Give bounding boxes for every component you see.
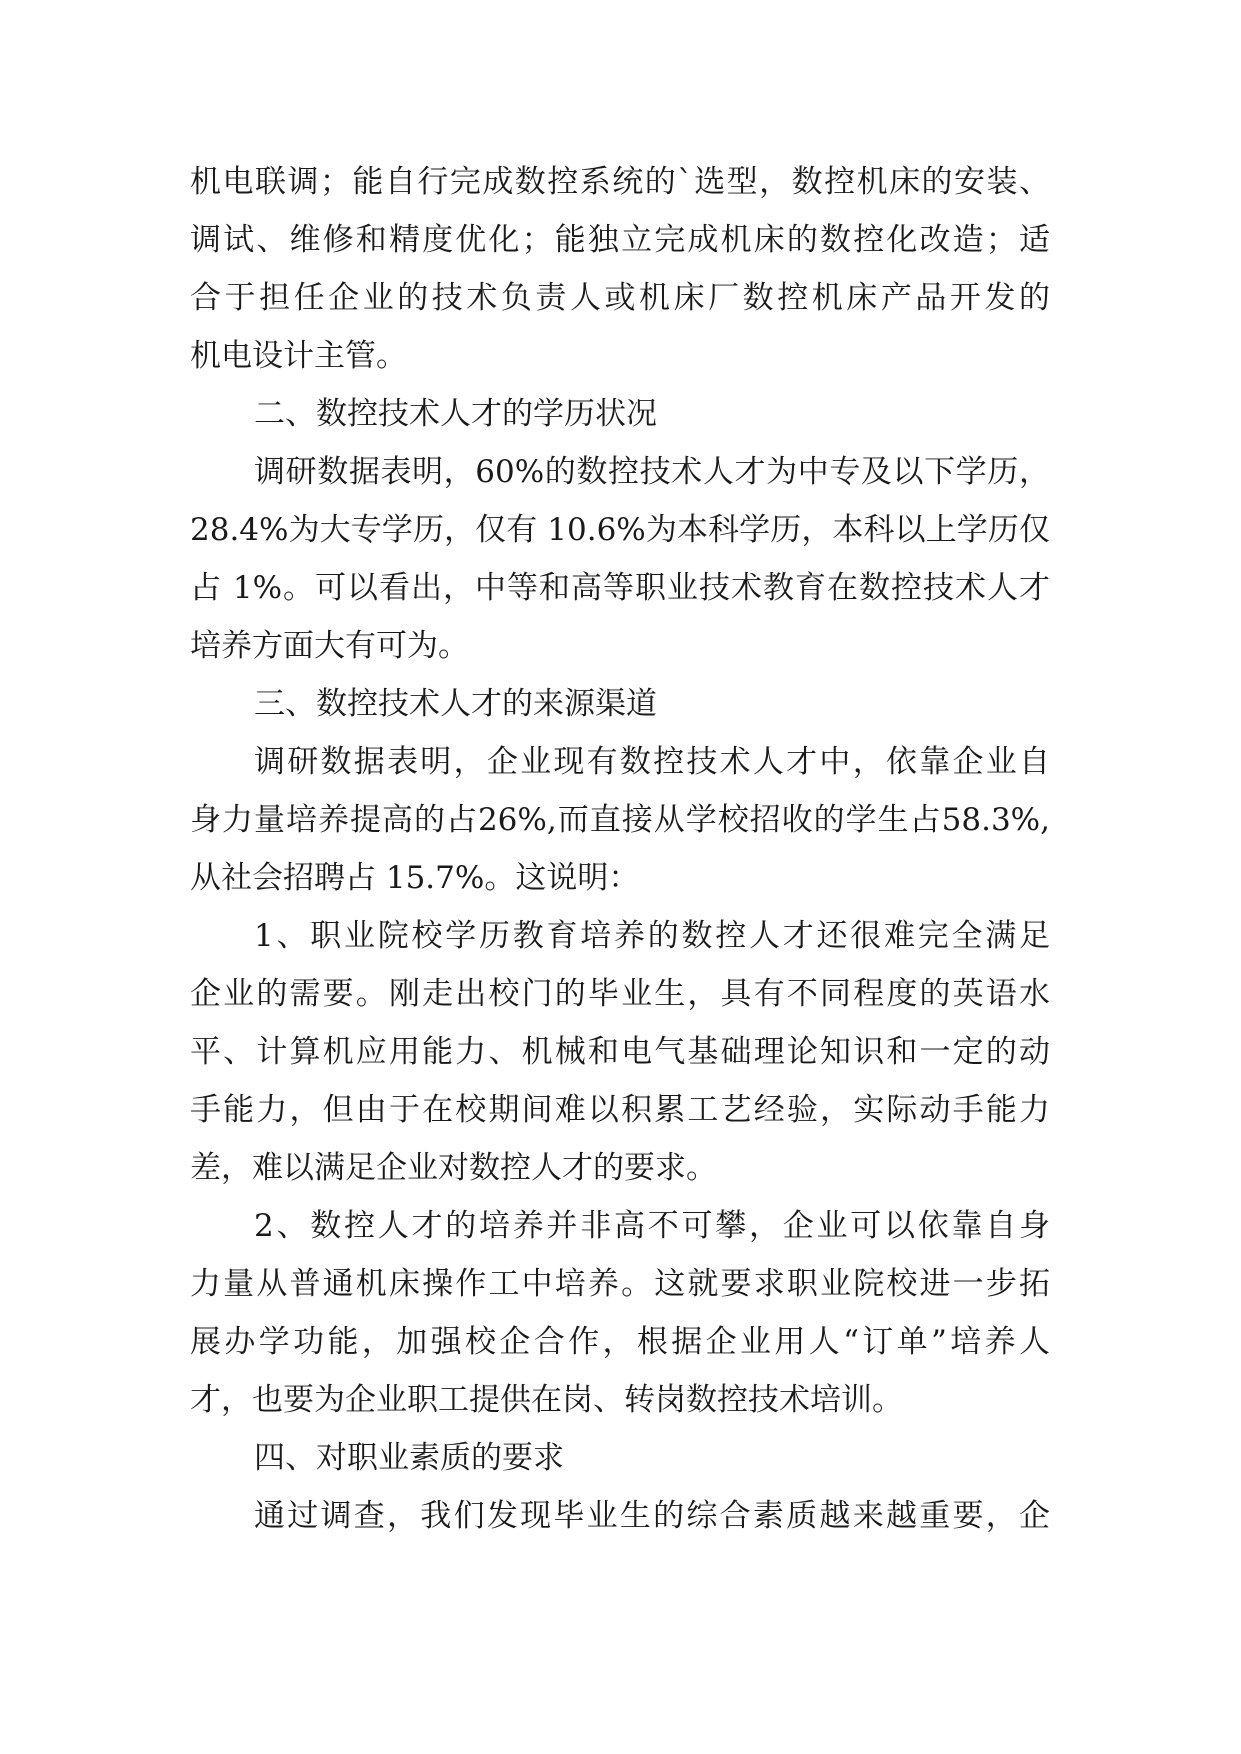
text-line: 通过调查，我们发现毕业生的综合素质越来越重要，企 [254,1498,1050,1534]
text-line: 2、数控人才的培养并非高不可攀，企业可以依靠自身 [254,1208,1050,1244]
text-line: 手能力，但由于在校期间难以积累工艺经验，实际动手能力 [190,1092,1050,1128]
document-page [190,153,1050,1545]
text-line: 差，难以满足企业对数控人才的要求。 [190,1150,717,1186]
text-line: 调试、维修和精度优化；能独立完成机床的数控化改造；适 [190,222,1050,258]
text-line: 从社会招聘占 15.7%。这说明： [190,860,640,896]
text-line: 培养方面大有可为。 [190,628,469,664]
text-line: 二、数控技术人才的学历状况 [254,396,657,432]
text-line: 1、职业院校学历教育培养的数控人才还很难完全满足 [254,918,1050,954]
text-line: 调研数据表明，企业现有数控技术人才中，依靠企业自 [254,744,1050,780]
text-line: 展办学功能，加强校企合作，根据企业用人“订单”培养人 [190,1324,1050,1360]
text-line: 占 1%。可以看出，中等和高等职业技术教育在数控技术人才 [190,570,1050,606]
text-line: 机电设计主管。 [190,338,407,374]
text-line: 合于担任企业的技术负责人或机床厂数控机床产品开发的 [190,280,1050,316]
text-line: 机电联调；能自行完成数控系统的`选型，数控机床的安装、 [190,164,1050,200]
text-line: 28.4%为大专学历，仅有 10.6%为本科学历，本科以上学历仅 [190,512,1050,548]
text-line: 才，也要为企业职工提供在岗、转岗数控技术培训。 [190,1382,903,1418]
text-line: 身力量培养提高的占26%,而直接从学校招收的学生占58.3%, [190,802,1050,838]
text-line: 三、数控技术人才的来源渠道 [254,686,657,722]
text-line: 四、对职业素质的要求 [254,1440,564,1476]
text-line: 企业的需要。刚走出校门的毕业生，具有不同程度的英语水 [190,976,1050,1012]
text-line: 调研数据表明，60%的数控技术人才为中专及以下学历， [254,454,1050,490]
text-line: 力量从普通机床操作工中培养。这就要求职业院校进一步拓 [190,1266,1050,1302]
text-line: 平、计算机应用能力、机械和电气基础理论知识和一定的动 [190,1034,1050,1070]
